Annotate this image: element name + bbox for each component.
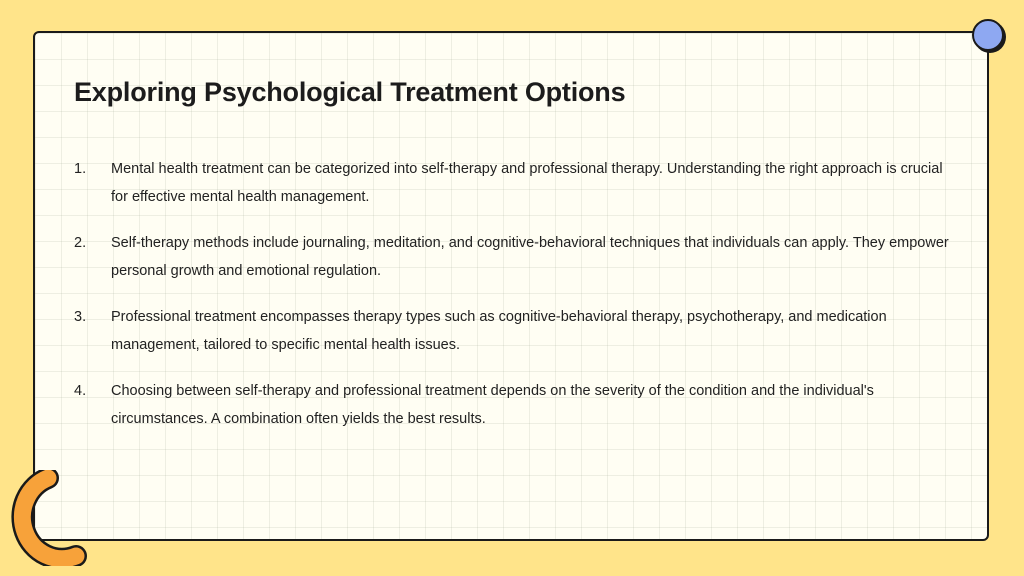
item-text: Choosing between self-therapy and professional treatment depends on the severity of the condition and the individual's circumstances. A combination often yields the best results. <box>111 383 874 427</box>
list-item <box>74 377 954 433</box>
item-number: 1. <box>74 161 87 177</box>
list-item <box>74 155 954 211</box>
point-list <box>74 155 954 451</box>
item-number: 4. <box>74 383 87 399</box>
content-card <box>33 31 989 541</box>
item-text: Professional treatment encompasses therapy types such as cognitive-behavioral therapy, psychotherapy, and medication management, tailored to specific mental health issues. <box>111 309 887 353</box>
item-number: 2. <box>74 235 87 251</box>
list-item <box>74 229 954 285</box>
list-item <box>74 303 954 359</box>
item-text: Mental health treatment can be categorized into self-therapy and professional therapy. Understanding the right approach is crucial for effective mental health management. <box>111 161 943 205</box>
orange-arc-decoration-icon <box>4 470 88 566</box>
circle-decoration-icon <box>972 19 1004 51</box>
item-number: 3. <box>74 309 87 325</box>
slide-title: Exploring Psychological Treatment Options <box>74 77 626 107</box>
item-text: Self-therapy methods include journaling, meditation, and cognitive-behavioral techniques that individuals can apply. They empower personal growth and emotional regulation. <box>111 235 949 279</box>
